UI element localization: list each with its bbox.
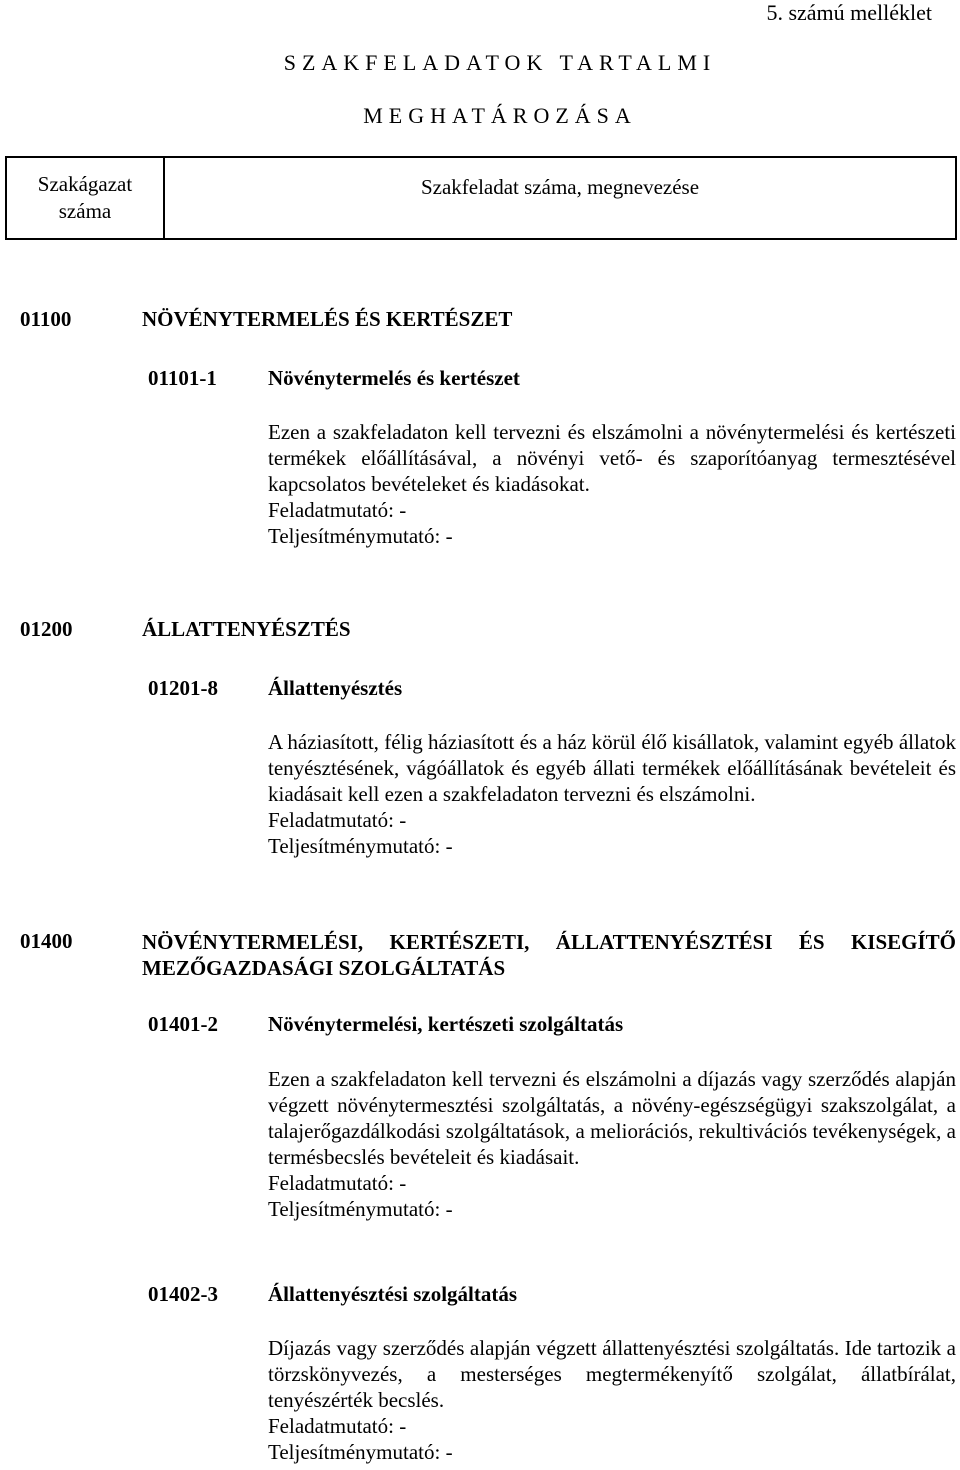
teljesitmenymutato: Teljesítménymutató: -	[268, 834, 453, 858]
header-col1-line2: száma	[58, 199, 112, 223]
item-description-block	[268, 729, 956, 859]
teljesitmenymutato: Teljesítménymutató: -	[268, 1440, 453, 1464]
header-col-branch-number	[7, 158, 165, 238]
header-col-task-name: Szakfeladat száma, megnevezése	[420, 175, 700, 199]
item-code: 01402-3	[148, 1282, 218, 1306]
section-title: NÖVÉNYTERMELÉSI, KERTÉSZETI, ÁLLATTENYÉSZTÉSI ÉS KISEGÍTŐ MEZŐGAZDASÁGI SZOLGÁLTATÁS	[142, 930, 956, 980]
header-col1-line1: Szakágazat	[37, 172, 133, 196]
item-description-block	[268, 1335, 956, 1465]
table-header	[5, 156, 957, 240]
section-code: 01400	[20, 929, 73, 953]
feladatmutato: Feladatmutató: -	[268, 1171, 407, 1195]
item-description: Ezen a szakfeladaton kell tervezni és elszámolni a növénytermelési és kertészeti termékek előállításával, a növényi vető- és szaporítóanyag termesztésével kapcsolatos bevételeket és kiadásokat.	[268, 420, 956, 496]
item-code: 01201-8	[148, 676, 218, 700]
document-title-line1: SZAKFELADATOK TARTALMI	[283, 50, 717, 75]
section-code: 01100	[20, 307, 72, 331]
section-title: ÁLLATTENYÉSZTÉS	[142, 617, 351, 641]
teljesitmenymutato: Teljesítménymutató: -	[268, 1197, 453, 1221]
item-code: 01401-2	[148, 1012, 218, 1036]
item-description: Díjazás vagy szerződés alapján végzett állattenyésztési szolgáltatás. Ide tartozik a törzskönyvezés, a mesterséges megtermékenyítő szolgálat, állatbírálat, tenyészérték becslés.	[268, 1336, 956, 1412]
document-title-line2: MEGHATÁROZÁSA	[363, 103, 637, 128]
item-title: Állattenyésztés	[268, 676, 403, 700]
item-description-block	[268, 419, 956, 549]
section-title: NÖVÉNYTERMELÉS ÉS KERTÉSZET	[142, 307, 513, 331]
feladatmutato: Feladatmutató: -	[268, 498, 407, 522]
item-description: A háziasított, félig háziasított és a ház körül élő kisállatok, valamint egyéb állatok tenyésztésének, vágóállatok és egyéb állati termékek előállításának bevételeit és kiadásait kell ezen a szakfeladaton tervezni és elszámolni.	[268, 730, 956, 806]
teljesitmenymutato: Teljesítménymutató: -	[268, 524, 453, 548]
item-title: Állattenyésztési szolgáltatás	[268, 1282, 518, 1306]
section-code: 01200	[20, 617, 73, 641]
item-title: Növénytermelés és kertészet	[268, 366, 520, 390]
annex-label: 5. számú melléklet	[766, 0, 932, 25]
feladatmutato: Feladatmutató: -	[268, 1414, 407, 1438]
item-description-block	[268, 1066, 956, 1222]
item-code: 01101-1	[148, 366, 217, 390]
item-description: Ezen a szakfeladaton kell tervezni és elszámolni a díjazás vagy szerződés alapján végzett növénytermesztési szolgáltatás, a növény-egészségügyi szakszolgálat, a talajerőgazdálkodási szolgáltatások, a meliorációs, rekultivációs tevékenységek, a termésbecslés bevételeit és kiadásait.	[268, 1067, 956, 1169]
item-title: Növénytermelési, kertészeti szolgáltatás	[268, 1012, 624, 1036]
feladatmutato: Feladatmutató: -	[268, 808, 407, 832]
